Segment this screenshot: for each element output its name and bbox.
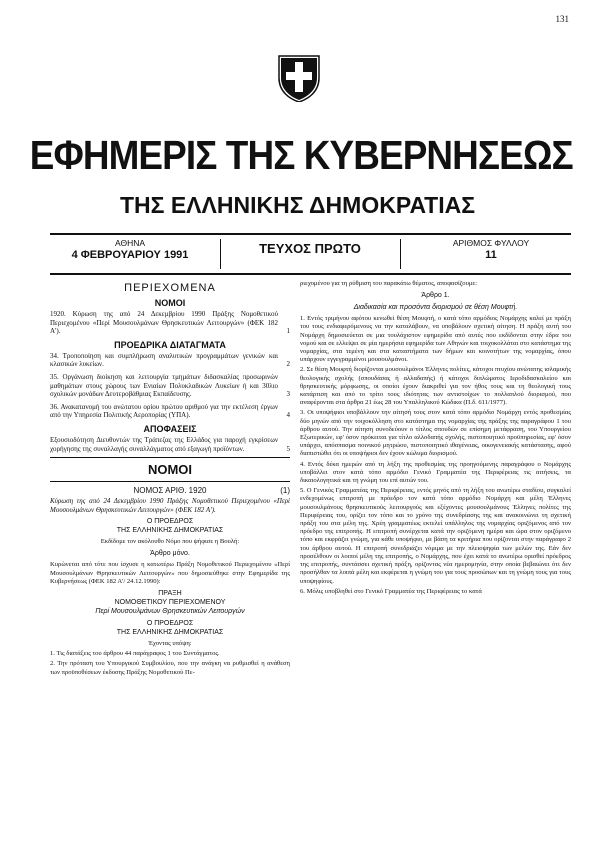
act-heading: ΠΡΑΞΗ ΝΟΜΟΘΕΤΙΚΟΥ ΠΕΡΙΕΧΟΜΕΝΟΥ Περί Μουσουλμάνων Θρησκευτικών Λειτουργών	[95, 589, 245, 615]
right-intro: ριεχομένου για τη ρύθμιση του παρακάτω θέματος, αποφασίζουμε:	[300, 280, 477, 287]
issue-city: ΑΘΗΝΑ	[114, 238, 146, 248]
masthead-title: ΕΦΗΜΕΡΙΣ ΤΗΣ ΚΥΒΕΡΝΗΣΕΩΣ	[29, 132, 573, 178]
header-divider	[400, 239, 401, 269]
contents-section-title: ΑΠΟΦΑΣΕΙΣ	[143, 423, 197, 434]
article-paragraph: 4. Εντός δέκα ημερών από τη λήξη της προθεσμίας της προηγούμενης παραγράφου ο Νομάρχης υποβάλλει στον κατά τόπο αρμόδιο Γενικό Γραμματέα της Περιφέρειας τις αιτήσεις, τα δικαιολογητικά και τη γνώμη του επί αυτών του.	[300, 460, 571, 485]
article-1-heading: Άρθρο 1.	[421, 292, 450, 300]
issue-header	[50, 233, 571, 275]
page-number: 131	[555, 14, 569, 24]
contents-entry: 36. Ανακατανομή του ανώτατου ορίου πρώτου αριθμού για την εκτέλεση έργων από την Υπηρεσία Πολιτικής Αεροπορίας (ΥΠΑ). 4	[50, 402, 290, 420]
article-paragraph: 6. Μόλις υποβληθεί στο Γενικό Γραμματέα της Περιφέρειας το κατά	[300, 587, 482, 595]
issue-date: 4 ΦΕΒΡΟΥΑΡΙΟΥ 1991	[71, 249, 189, 261]
section-rule	[50, 481, 290, 482]
sheet-label: ΑΡΙΘΜΟΣ ΦΥΛΛΟΥ	[452, 238, 530, 248]
left-column	[50, 280, 290, 679]
article-paragraph: 3. Οι υποψήφιοι υποβάλλουν την αίτησή τους στον κατά τόπο αρμόδιο Νομάρχη εντός προθεσμίας δύο μηνών από την τοιχοκόλληση στο κατάστημα της νομαρχίας της πράξης της παραγράφου 1 του άρθρου αυτού. Την αίτηση συνοδεύουν ο τίτλος σπουδών σε επίσημη μετάφραση, του Υπουργείου Εξωτερικών, εφ' όσον πρόκειται για τίτλο αλλοδαπής σχολής, πιστοποιητικό προϋπηρεσίας, εφ' όσον υπάρχει, απόσπασμα ποινικού μητρώου, πιστοποιητικό ιθαγένειας, οικογενειακής κατάστασης, αφού διαπιστώθει ότι οι υποψήφιοι δεν έχουν κώλυμα διορισμού.	[300, 409, 571, 458]
contents-entry: Εξουσιοδότηση Διευθυντών της Τράπεζας της Ελλάδος για παροχή εγκρίσεων χορήγησης της συναλλαγής συναλλάγματος από εξαγωγή προϊόντων. 5	[50, 435, 290, 453]
contents-entry: 35. Οργάνωση διοίκηση και λειτουργία τμημάτων διδασκαλίας προσωρινών μαθημάτων στους χώρους των Ενιαίων Πολυκλαδικών Λυκείων ή και 30λιο σχολικών μονάδων Δευτεροβάθμιας Εκπαίδευσης. 3	[50, 372, 290, 399]
law-ref: (1)	[280, 486, 290, 496]
left-paragraph: 1. Τις διατάξεις του άρθρου 44 παράγραφος 1 του Συντάγματος.	[50, 650, 220, 658]
promulgation: Εκδίδομε τον ακόλουθο Νόμο που ψήφισε η Βουλή:	[100, 538, 240, 546]
contents-section-title: ΝΟΜΟΙ	[154, 298, 186, 308]
issue-city-date	[50, 237, 210, 261]
law-summary: Κύρωση της από 24 Δεκεμβρίου 1990 Πράξης Νομοθετικού Περιεχομένου «Περί Μουσουλμάνων Θρησκευτικών Λειτουργών» (ΦΕΚ 182 Α').	[50, 497, 290, 514]
considering: Έχοντας υπόψη:	[148, 639, 192, 647]
contents-entry: 1920. Κύρωση της από 24 Δεκεμβρίου 1990 Πράξης Νομοθετικού Περιεχομένου «Περί Μουσουλμάνων Θρησκευτικών Λειτουργών» (ΦΕΚ 182 Α'). 1	[50, 310, 290, 336]
law-title: ΝΟΜΟΣ ΑΡΙΘ. 1920 (1)	[133, 486, 290, 496]
header-divider	[220, 239, 221, 269]
ratification: Κυρώνεται από τότε που ίσχυσε η κατωτέρω Πράξη Νομοθετικού Περιεχομένου «Περί Μουσουλμάνων Θρησκευτικών Λειτουργών» που δημοσιεύθηκε στην Εφημερίδα της Κυβερνήσεως (ΦΕΚ 182 Α'/ 24.12.1990):	[50, 561, 290, 585]
masthead-subtitle: ΤΗΣ ΕΛΛΗΝΙΚΗΣ ΔΗΜΟΚΡΑΤΙΑΣ	[119, 192, 476, 218]
issue-volume: ΤΕΥΧΟΣ ΠΡΩΤΟ	[259, 241, 361, 256]
article-paragraph: 2. Σε θέση Μουφτή διορίζονται μουσουλμάνοι Έλληνες πολίτες, κάτοχοι πτυχίου ανώτατης ισλαμικής θεολογικής σχολής (σπουδάσας ή αλλαδαπής) ή κάτοχοι διπλώματος Ιεροδιδασκαλείου και θρησκευτικής μόρφωσης, οι οποίοι έχουν διακριθεί για τον ήθος τους και τη θεολογική τους κατάρτιση και από το τρίτο τους ιδιότητας των αντιστοίχων το πολλαπλού διορισμού, που αναφέρονται στα άρθρα 21 έως 28 του Υπαλληλικού Κώδικα (Π.δ. 611/1977).	[300, 366, 571, 407]
article-1-title: Διαδικασία και προσόντα διορισμού σε θέση Μουφτή.	[353, 304, 518, 312]
president-heading-2: Ο ΠΡΟΕΔΡΟΣ ΤΗΣ ΕΛΛΗΝΙΚΗΣ ΔΗΜΟΚΡΑΤΙΑΣ	[116, 619, 224, 636]
article-paragraph: 5. Ο Γενικός Γραμματέας της Περιφέρειας, εντός μηνός από τη λήξη του ανωτέρω σταδίου, συγκαλεί ενδεχομένως επιτροπή με πρόεδρο τον κατά τόπο αρμόδιο Νομάρχη και μέλη Έλληνες μουσουλμάνους θρησκευτικούς λειτουργούς και εξέχοντες μουσουλμάνους Έλληνες πολίτες της Περιφέρειας του, ορίζει τον τόπο και το χρόνο της συνεδρίασης της και ανακοινώνει τη σχετική πράξη του στα μέλη της. Χρέη γραμματέως εκτελεί υπάλληλος της νομαρχίας οριζόμενος από τον πρόεδρο της επιτροπής. Η επιτροπή συνέρχεται κατά την οριζόμενη ημέρα και ώρα στον οριζόμενο τόπο και εκφράζει γνώμη, για κάθε υποψήφιο, με βάση τα κριτήρια που ορίζονται στην παράγραφο 2 του άρθρου αυτού. Η επιτροπή συνεδριάζει νόμιμα με την πλειοψηφία των μελών της. Εάν δεν προσέλθουν οι λοιποί μέλη της επιτροπής, ο Νομάρχης, που έχει κατά το ανωτέρω ορισθεί πρόεδρος της επιτροπής, συντάσσει σχετική πράξη, ορίζοντας νέα ημερομηνία, στην οποία βεβαιώνει ότι δεν προσήλθαν τα λοιπά μέλη και εκφέρεται η γνώμη του για τους προσώπων και τη γνώμη τους για τους υποψηφίους.	[300, 487, 571, 585]
sheet-number: 11	[485, 249, 497, 261]
contents-heading: ΠΕΡΙΕΧΟΜΕΝΑ	[124, 282, 216, 294]
left-paragraph: 2. Την πρόταση του Υπουργικού Συμβουλίου, που την ανάγκη να ρυθμισθεί η ανάθεση των προϋποθέσεων έκδοσης Πράξης Νομοθετικού Πε-	[50, 660, 290, 676]
contents-entry: 34. Τροποποίηση και συμπλήρωση αναλυτικών προγραμμάτων γενικών και κλασικών λυκείων. 2	[50, 351, 290, 369]
president-heading: Ο ΠΡΟΕΔΡΟΣ ΤΗΣ ΕΛΛΗΝΙΚΗΣ ΔΗΜΟΚΡΑΤΙΑΣ	[116, 518, 224, 535]
greek-coat-of-arms-icon	[277, 52, 321, 102]
right-column	[300, 280, 571, 598]
issue-sheet	[411, 237, 571, 261]
single-article: Άρθρο μόνο.	[150, 550, 190, 558]
article-paragraph: 1. Εντός τριμήνου αφότου κενωθεί θέση Μουφτή, ο κατά τόπο αρμόδιος Νομάρχης καλεί με πράξη του τους ενδιαφερόμενους να την καταλάβουν, να υποβάλουν σχετική αίτηση. Η πράξη αυτή του Νομάρχη δημοσιεύεται σε μια τουλάχιστον εφημερίδα από αυτές που εκδίδονται στην έδρα του νομού και σε ελλείψει σε μία ημερήσια εφημερίδα των Αθηνών και τοιχοκολλάται στο κατάστημα της νομαρχίας, στα τεμένη και στα καταστήματα των δήμων και κοινοτήτων της νομαρχίας, όπου υπάρχουν εγγεγραμμένοι μουσουλμάνοι.	[300, 315, 571, 364]
contents-section-title: ΠΡΟΕΔΡΙΚΑ ΔΙΑΤΑΓΜΑΤΑ	[114, 339, 226, 350]
laws-section-title: ΝΟΜΟΙ	[147, 462, 193, 478]
section-rule	[50, 457, 290, 458]
